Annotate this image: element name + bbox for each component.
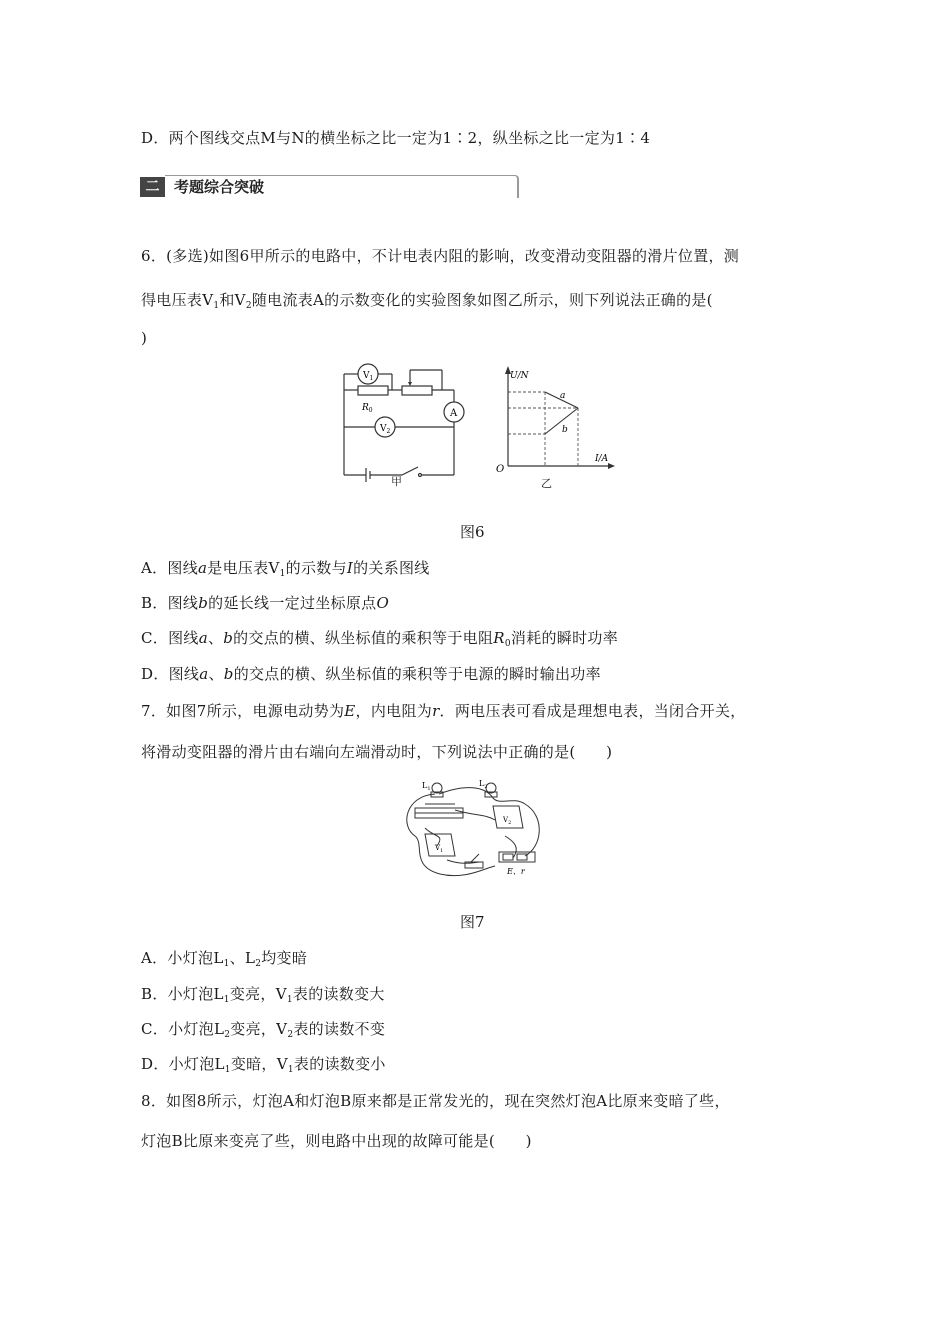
q7-option-b: B．小灯泡$L_1$变亮，$V_1$表的读数变大: [141, 985, 385, 1005]
section-title: 考题综合突破: [174, 178, 265, 196]
q6-stem-line3: ): [141, 329, 148, 347]
section-number: 二: [140, 177, 165, 197]
rheostat: [402, 386, 432, 395]
q6-option-c: C．图线a、b的交点的横、纵坐标值的乘积等于电阻$R_0$消耗的瞬时功率: [141, 629, 619, 649]
origin-label: O: [496, 464, 505, 475]
ammeter-label: A: [450, 408, 458, 419]
q7-stem-line1: 7．如图7所示，电源电动势为E，内电阻为r．两电压表可看成是理想电表，当闭合开关，: [141, 702, 746, 720]
q6-option-a: A．图线a是电压表$V_1$的示数与I的关系图线: [141, 559, 430, 579]
r0-resistor: [358, 386, 388, 395]
line-b-label: b: [562, 425, 568, 435]
q6-graph: [490, 362, 620, 477]
q8-stem-line1: 8．如图8所示，灯泡A和灯泡B原来都是正常发光的，现在突然灯泡A比原来变暗了些，: [141, 1092, 730, 1110]
y-axis-label: U/N: [510, 371, 529, 381]
q7-option-c: C．小灯泡$L_2$变亮，$V_2$表的读数不变: [141, 1020, 386, 1040]
q8-stem-line2: 灯泡B比原来变亮了些，则电路中出现的故障可能是( ): [141, 1132, 532, 1150]
q6-fig-caption: 图6: [460, 523, 485, 541]
x-axis-label: I/A: [595, 454, 609, 464]
fig7-l1-label: $L_1$: [422, 781, 431, 792]
q5-option-d: D．两个图线交点M与N的横坐标之比一定为1∶2，纵坐标之比一定为1∶4: [141, 129, 651, 147]
fig7-l2-label: $L_2$: [479, 779, 488, 790]
q7-apparatus-figure: [395, 776, 555, 881]
v1-label: $V_1$: [363, 371, 374, 382]
fig7-v1-label: $V_1$: [435, 844, 444, 854]
fig7-v2-label: $V_2$: [503, 816, 512, 826]
q7-fig-caption: 图7: [460, 913, 485, 931]
q7-option-d: D．小灯泡$L_1$变暗，$V_1$表的读数变小: [141, 1055, 386, 1075]
section-banner: [140, 175, 520, 199]
q6-fig-left-label: 甲: [391, 475, 402, 488]
q6-stem-line1: 6．(多选)如图6甲所示的电路中，不计电表内阻的影响，改变滑动变阻器的滑片位置，测: [141, 247, 740, 265]
q7-stem-line2: 将滑动变阻器的滑片由右端向左端滑动时，下列说法中正确的是( ): [141, 743, 613, 761]
line-a-label: a: [560, 391, 566, 401]
fig7-source-label: E、r: [507, 867, 525, 876]
q7-option-a: A．小灯泡$L_1$、$L_2$均变暗: [141, 949, 308, 969]
q6-stem-line2: 得电压表$V_1$和$V_2$随电流表A的示数变化的实验图象如图乙所示，则下列说法正确的是(: [141, 291, 713, 311]
q6-fig-right-label: 乙: [541, 477, 552, 490]
q6-option-b: B．图线b的延长线一定过坐标原点O: [141, 594, 390, 612]
q6-option-d: D．图线a、b的交点的横、纵坐标值的乘积等于电源的瞬时输出功率: [141, 665, 601, 683]
r0-label: $R_0$: [362, 403, 373, 414]
v2-label: $V_2$: [380, 424, 391, 435]
